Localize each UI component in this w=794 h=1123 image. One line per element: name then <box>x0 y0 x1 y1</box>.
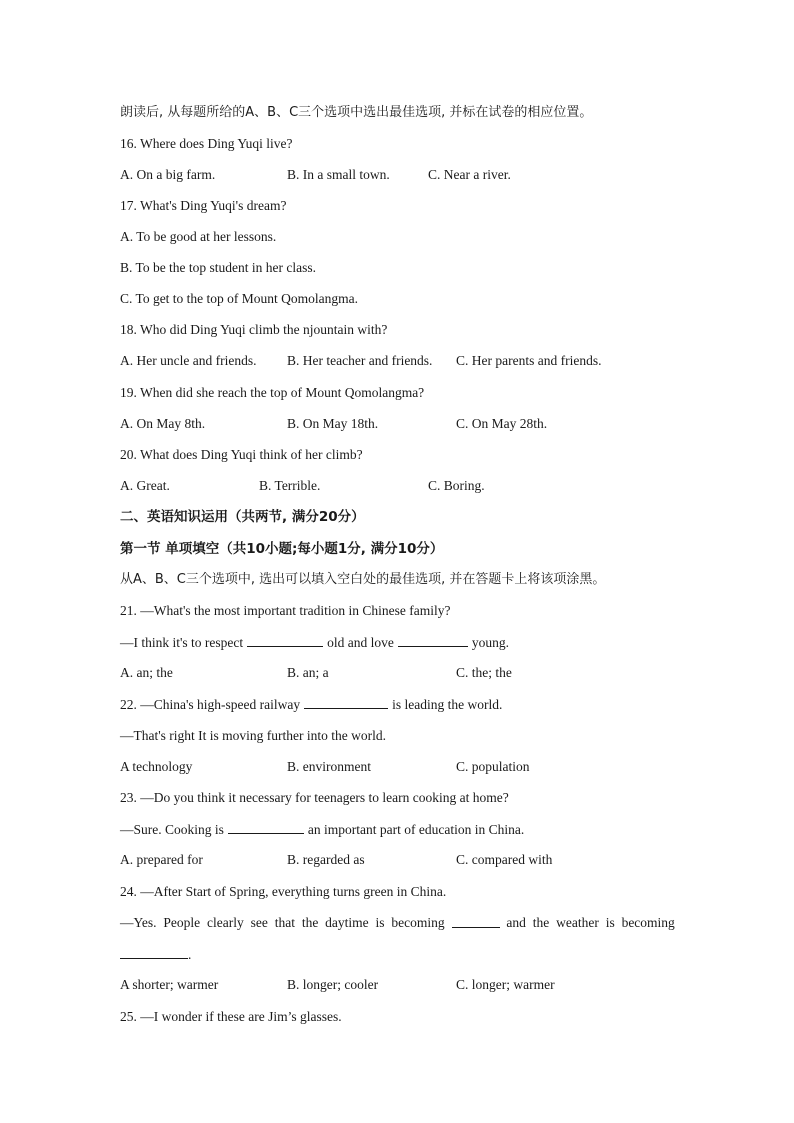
reply-text: an important part of education in China. <box>307 822 525 837</box>
part-2-title: 二、英语知识运用（共两节, 满分20分） <box>120 509 365 525</box>
question-24-reply-end <box>120 945 680 964</box>
answer-blank <box>247 633 323 647</box>
question-18: 18. Who did Ding Yuqi climb the njountain with? <box>120 322 388 337</box>
option-c: C. Near a river. <box>428 167 511 182</box>
reply-text: young. <box>471 635 510 650</box>
reply-word: is <box>605 915 615 930</box>
question-24: 24. —After Start of Spring, everything turns green in China. <box>120 884 447 899</box>
reply-text: . <box>188 947 192 962</box>
question-23: 23. —Do you think it necessary for teenagers to learn cooking at home? <box>120 790 509 805</box>
question-19: 19. When did she reach the top of Mount Qomolangma? <box>120 385 425 400</box>
reply-word: clearly <box>207 915 244 930</box>
reply-word: the <box>532 915 550 930</box>
option-c: C. To get to the top of Mount Qomolangma. <box>120 291 359 306</box>
question-20: 20. What does Ding Yuqi think of her climb? <box>120 447 363 462</box>
option-b: B. Her teacher and friends. <box>287 353 433 368</box>
option-a: A shorter; warmer <box>120 977 219 992</box>
answer-blank <box>228 820 304 834</box>
answer-blank <box>120 945 188 959</box>
option-c: C. compared with <box>456 852 553 867</box>
question-21: 21. —What's the most important tradition in Chinese family? <box>120 603 451 618</box>
reply-word: —Yes. <box>120 915 157 930</box>
reply-word: becoming <box>391 915 445 930</box>
reply-word: becoming <box>621 915 675 930</box>
answer-blank <box>398 633 468 647</box>
question-text: is leading the world. <box>392 697 503 712</box>
option-c: C. longer; warmer <box>456 977 555 992</box>
reply-word: weather <box>556 915 599 930</box>
option-b: B. To be the top student in her class. <box>120 260 317 275</box>
question-text: 22. —China's high-speed railway <box>120 697 301 712</box>
reply-word: People <box>163 915 201 930</box>
reply-text: old and love <box>327 635 394 650</box>
option-b: B. In a small town. <box>287 167 390 182</box>
reply-word: that <box>274 915 295 930</box>
question-22-reply: —That's right It is moving further into the world. <box>120 728 387 743</box>
option-a: A. Great. <box>120 478 170 493</box>
question-23-reply <box>120 820 680 839</box>
answer-blank <box>304 695 388 709</box>
option-a: A. prepared for <box>120 852 203 867</box>
question-24-reply <box>120 914 675 932</box>
question-17: 17. What's Ding Yuqi's dream? <box>120 198 287 213</box>
option-a: A. On a big farm. <box>120 167 216 182</box>
question-21-reply <box>120 633 680 652</box>
option-c: C. Boring. <box>428 478 485 493</box>
option-a: A. Her uncle and friends. <box>120 353 257 368</box>
option-b: B. longer; cooler <box>287 977 379 992</box>
listening-instruction: 朗读后, 从每题所给的A、B、C三个选项中选出最佳选项, 并标在试卷的相应位置。 <box>120 105 593 120</box>
question-16: 16. Where does Ding Yuqi live? <box>120 136 293 151</box>
option-b: B. regarded as <box>287 852 365 867</box>
reply-text: —Sure. Cooking is <box>120 822 224 837</box>
reply-word: is <box>375 915 385 930</box>
question-22 <box>120 695 680 714</box>
option-a: A technology <box>120 759 193 774</box>
reply-text: —I think it's to respect <box>120 635 244 650</box>
option-c: C. On May 28th. <box>456 416 548 431</box>
question-25: 25. —I wonder if these are Jim’s glasses. <box>120 1009 342 1024</box>
option-a: A. an; the <box>120 665 173 680</box>
option-c: C. the; the <box>456 665 512 680</box>
section-1-title: 第一节 单项填空（共10小题;每小题1分, 满分10分） <box>120 541 444 557</box>
option-c: C. Her parents and friends. <box>456 353 602 368</box>
option-a: A. On May 8th. <box>120 416 206 431</box>
option-b: B. an; a <box>287 665 329 680</box>
section-1-instruction: 从A、B、C三个选项中, 选出可以填入空白处的最佳选项, 并在答题卡上将该项涂黑。 <box>120 572 606 587</box>
option-c: C. population <box>456 759 530 774</box>
answer-blank <box>452 914 500 928</box>
option-b: B. On May 18th. <box>287 416 379 431</box>
option-a: A. To be good at her lessons. <box>120 229 277 244</box>
reply-word: see <box>250 915 268 930</box>
option-b: B. Terrible. <box>259 478 321 493</box>
reply-word: and <box>506 915 526 930</box>
reply-word: daytime <box>325 915 369 930</box>
reply-word: the <box>301 915 319 930</box>
option-b: B. environment <box>287 759 371 774</box>
